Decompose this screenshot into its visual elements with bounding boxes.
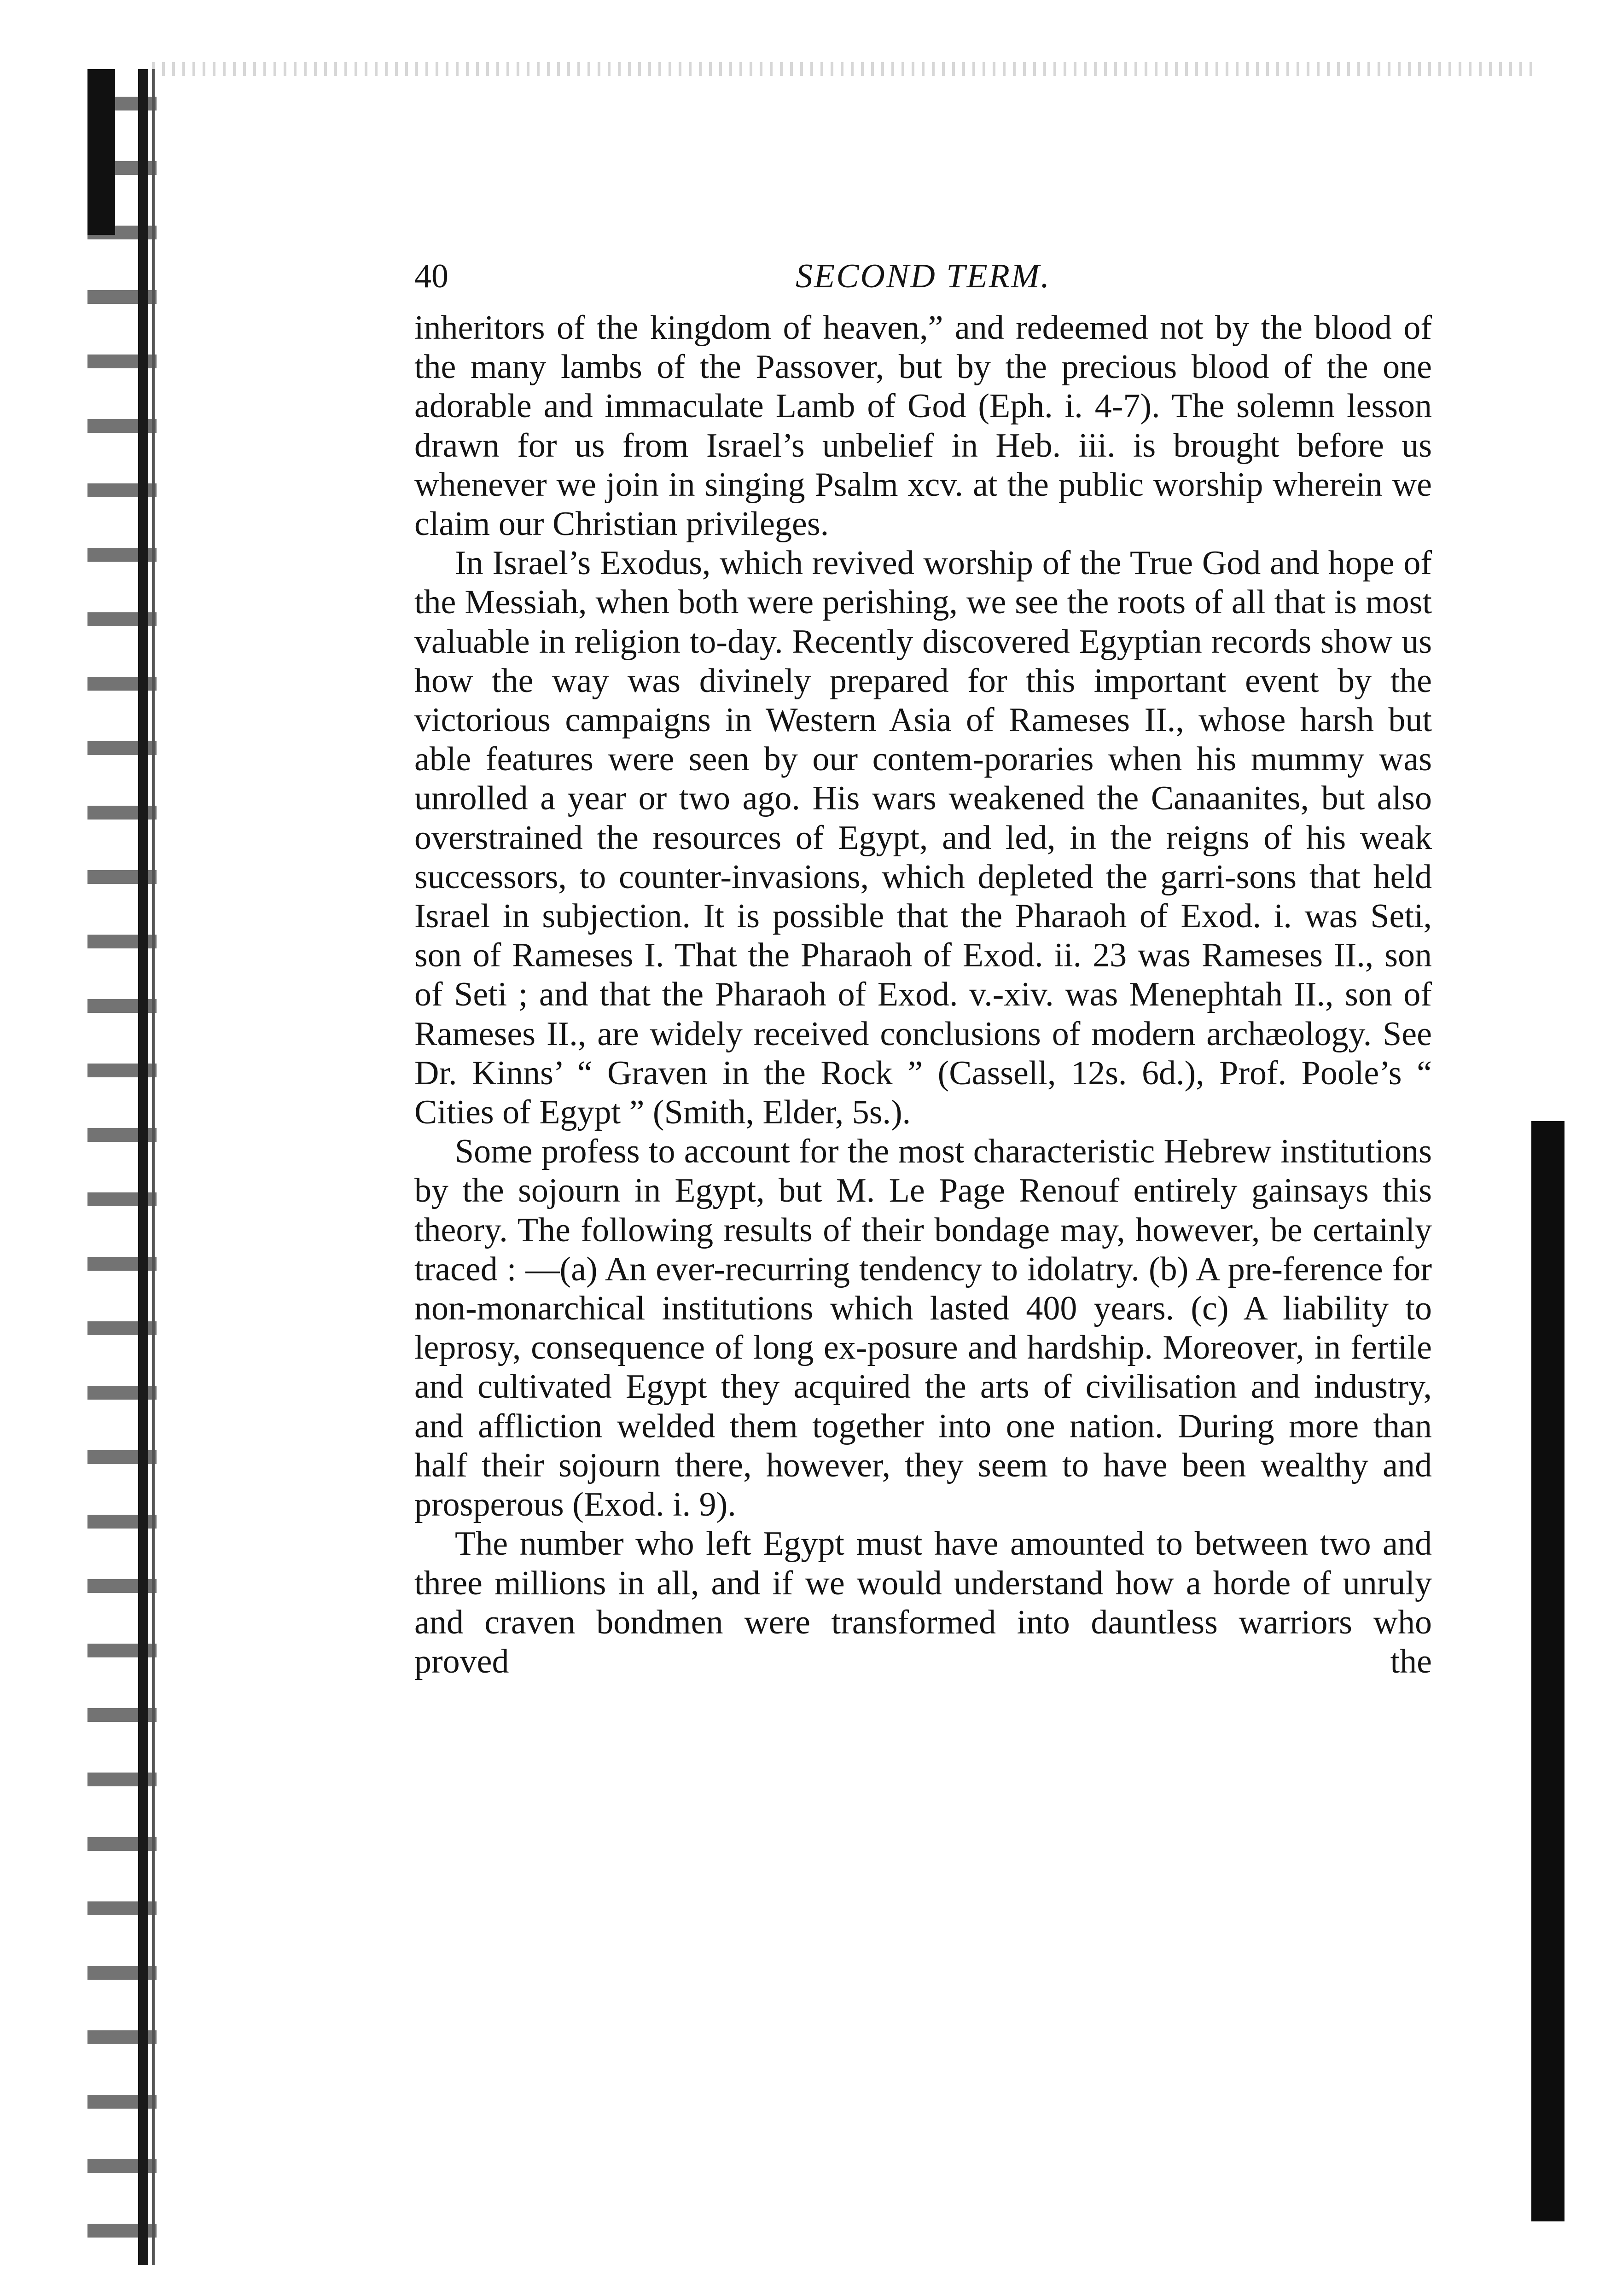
paragraph: Some profess to account for the most characteristic Hebrew institutions by the sojourn in Egypt, but M. Le Page Renouf entirely gainsays this theory. The following results of their bondage may, however, be certainly traced : —(a) An ever-recurring tendency to idolatry. (b) A pre-ference for non-monarchical institutions which lasted 400 years. (c) A liability to leprosy, consequence of long ex-posure and hardship. Moreover, in fertile and cultivated Egypt they acquired the arts of civilisation and industry, and affliction welded them together into one nation. During more than half their sojourn there, however, they seem to have been wealthy and prosperous (Exod. i. 9). (414, 1133, 1432, 1524)
body-text (414, 308, 1432, 1681)
scan-right-edge-bar (1531, 1121, 1564, 2221)
running-head (414, 249, 1432, 304)
page-number: 40 (414, 257, 448, 295)
paragraph: inheritors of the kingdom of heaven,” and redeemed not by the blood of the many lambs of the Passover, but by the precious blood of the one adorable and immaculate Lamb of God (Eph. i. 4-7). The solemn lesson drawn for us from Israel’s unbelief in Heb. iii. is brought before us whenever we join in singing Psalm xcv. at the public worship wherein we claim our Christian privileges. (414, 309, 1432, 543)
scan-binding-edge (87, 69, 157, 2265)
book-page (414, 239, 1432, 2173)
scan-binding-rail (138, 69, 148, 2265)
paragraph: In Israel’s Exodus, which revived worship of the True God and hope of the Messiah, when both were perishing, we see the roots of all that is most valuable in religion to-day. Recently discovered Egyptian records show us how the way was divinely prepared for this important event by the victorious campaigns in Western Asia of Rameses II., whose harsh but able features were seen by our contem-poraries when his mummy was unrolled a year or two ago. His wars weakened the Canaanites, but also overstrained the resources of Egypt, and led, in the reigns of his weak successors, to counter-invasions, which depleted the garri-sons that held Israel in subjection. It is possible that the Pharaoh of Exod. i. was Seti, son of Rameses I. That the Pharaoh of Exod. ii. 23 was Rameses II., son of Seti ; and that the Pharaoh of Exod. v.-xiv. was Menephtah II., son of Rameses II., are widely received conclusions of modern archæology. See Dr. Kinns’ “ Graven in the Rock ” (Cassell, 12s. 6d.), Prof. Poole’s “ Cities of Egypt ” (Smith, Elder, 5s.). (414, 544, 1432, 1132)
paragraph: The number who left Egypt must have amounted to between two and three millions in all, and if we would understand how a horde of unruly and craven bondmen were transformed into dauntless warriors who proved the (414, 1525, 1432, 1680)
scan-binding-rail-thin (152, 69, 155, 2265)
scan-binding-block (87, 69, 115, 235)
running-head-title: SECOND TERM. (796, 257, 1051, 295)
scan-noise-top (152, 62, 1533, 76)
